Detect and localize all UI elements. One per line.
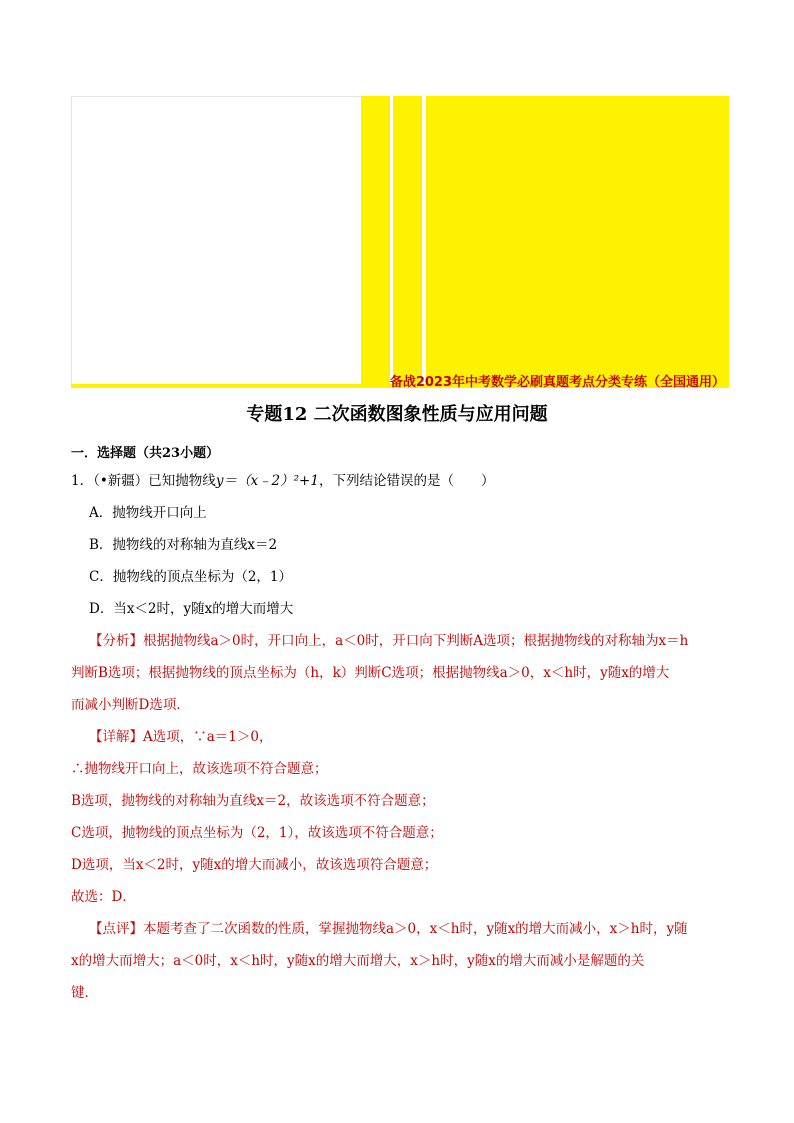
analysis-line: 而减小判断D选项．	[71, 697, 190, 713]
analysis-line: 【分析】根据抛物线a＞0时，开口向上，a＜0时，开口向下判断A选项；根据抛物线的对称轴为x＝h	[89, 633, 689, 649]
detail-line: C选项，抛物线的顶点坐标为（2，1），故该选项不符合题意；	[71, 825, 443, 841]
option-b: B．抛物线的对称轴为直线x＝2	[89, 537, 278, 553]
detail-line: 【详解】A选项，∵a＝1＞0，	[89, 729, 273, 745]
detail-line: 故选：D．	[71, 889, 136, 905]
question-stem	[71, 475, 494, 489]
page-title: 专题12 二次函数图象性质与应用问题	[246, 404, 548, 425]
banner-stripe	[393, 96, 422, 384]
comment-line: 【点评】本题考查了二次函数的性质，掌握抛物线a＞0，x＜h时，y随x的增大而减小，x＞h时，y随	[89, 921, 688, 937]
stem-prefix: 1．（•新疆）已知抛物线	[71, 473, 216, 489]
option-c: C．抛物线的顶点坐标为（2，1）	[89, 569, 293, 585]
banner-block	[426, 96, 729, 384]
stem-formula: y＝（x﹣2）²+1	[215, 473, 319, 489]
comment-line: 键．	[71, 985, 98, 1001]
analysis-line: 判断B选项；根据抛物线的顶点坐标为（h，k）判断C选项；根据抛物线a＞0，x＜h时，y随x的增大	[71, 665, 670, 681]
option-d: D．当x＜2时，y随x的增大而增大	[89, 601, 294, 617]
detail-line: D选项，当x＜2时，y随x的增大而减小，故该选项符合题意；	[71, 857, 438, 873]
banner-caption: 备战2023年中考数学必刷真题考点分类专练（全国通用）	[389, 375, 725, 390]
banner-white-panel	[71, 96, 362, 385]
comment-line: x的增大而增大；a＜0时，x＜h时，y随x的增大而增大，x＞h时，y随x的增大而减小是解题的关	[71, 953, 645, 969]
section-heading: 一．选择题（共23小题）	[71, 446, 220, 461]
stem-suffix: ，下列结论错误的是（ ）	[318, 473, 495, 489]
header-banner	[71, 96, 729, 388]
option-a: A．抛物线开口向上	[89, 505, 207, 521]
banner-stripe	[361, 96, 390, 384]
detail-line: B选项，抛物线的对称轴为直线x＝2，故该选项不符合题意；	[71, 793, 435, 809]
detail-line: ∴抛物线开口向上，故该选项不符合题意；	[71, 761, 328, 777]
